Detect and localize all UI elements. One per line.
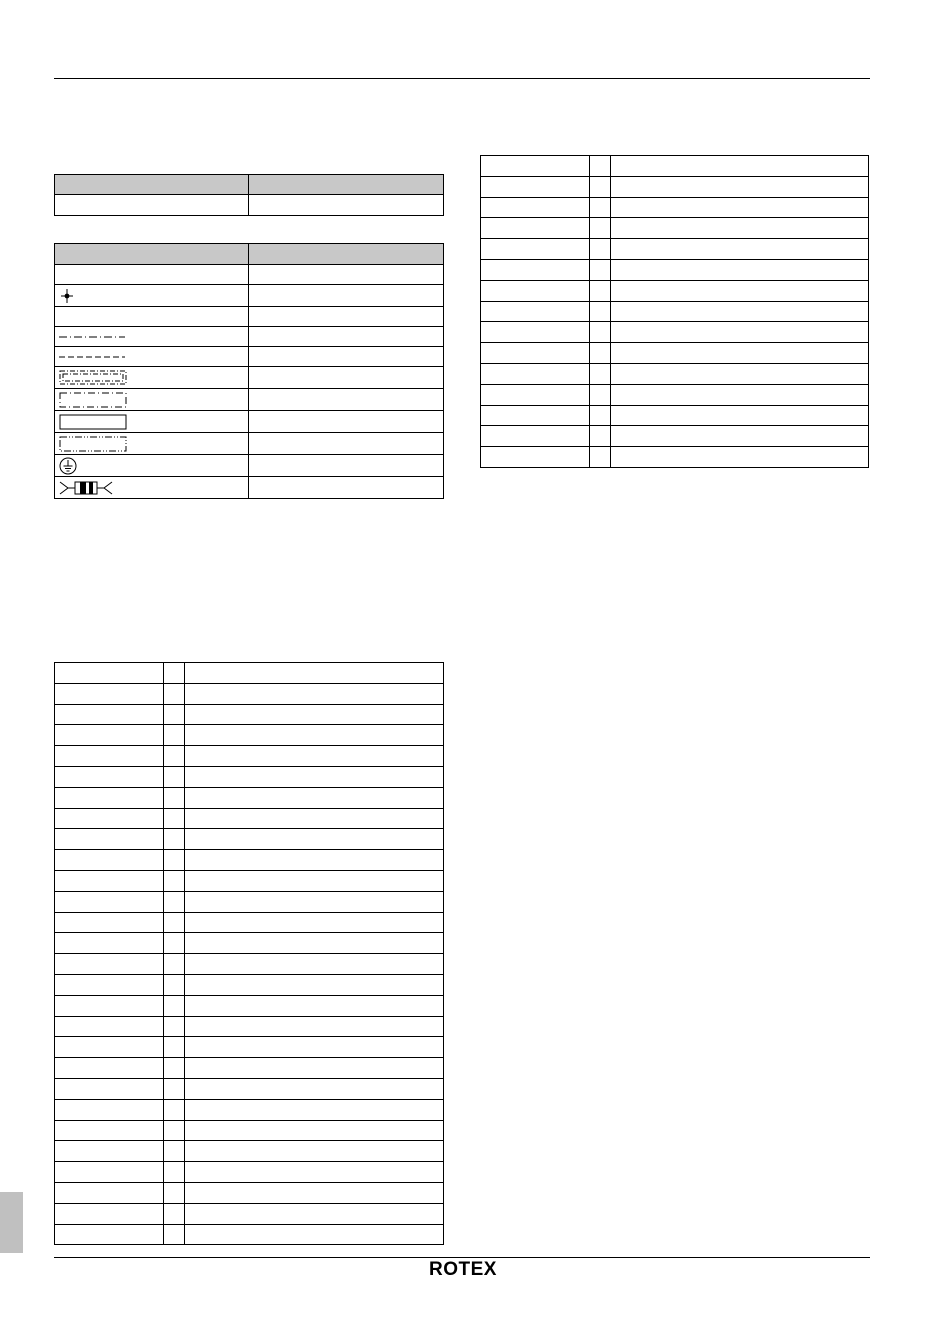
table-cell	[611, 426, 869, 447]
table-cell	[481, 218, 590, 239]
table-cell	[185, 1078, 444, 1099]
table-cell	[55, 766, 164, 787]
table-cell	[481, 259, 590, 280]
table-row	[55, 265, 444, 285]
table-row	[55, 808, 444, 829]
table-cell	[185, 1099, 444, 1120]
header-cell	[249, 244, 444, 265]
table-cell	[481, 426, 590, 447]
table-cell	[164, 1203, 185, 1224]
table-cell	[55, 663, 164, 684]
table-cell	[55, 787, 164, 808]
table-cell	[55, 808, 164, 829]
table-cell	[164, 1099, 185, 1120]
connector-icon	[59, 479, 115, 497]
table-row	[55, 995, 444, 1016]
solid-box-icon	[59, 413, 129, 431]
table-cell	[481, 301, 590, 322]
table-row	[55, 704, 444, 725]
table-cell	[55, 195, 249, 216]
table-row	[55, 1224, 444, 1245]
table-cell	[164, 1224, 185, 1245]
table-cell	[249, 285, 444, 307]
table-row	[55, 285, 444, 307]
table-row	[55, 1078, 444, 1099]
table-row	[55, 195, 444, 216]
table-row	[481, 301, 869, 322]
table-cell	[164, 725, 185, 746]
table-cell	[185, 850, 444, 871]
dash-dot-box-icon	[59, 391, 129, 409]
table-cell	[185, 933, 444, 954]
table-cell	[481, 176, 590, 197]
table-cell	[611, 301, 869, 322]
table-cell	[590, 322, 611, 343]
header-cell	[249, 175, 444, 195]
table-cell	[55, 704, 164, 725]
table-cell	[185, 1058, 444, 1079]
table-cell	[481, 197, 590, 218]
table-cell	[55, 1120, 164, 1141]
footer-rule	[54, 1257, 870, 1258]
table-row	[481, 280, 869, 301]
table-row	[481, 405, 869, 426]
table-cell	[590, 239, 611, 260]
table-row	[55, 1120, 444, 1141]
table-cell	[249, 327, 444, 347]
table-cell	[164, 683, 185, 704]
table-cell	[481, 322, 590, 343]
table-cell	[185, 725, 444, 746]
table-cell	[611, 322, 869, 343]
table-cell	[590, 301, 611, 322]
table-row	[55, 954, 444, 975]
table-row	[55, 829, 444, 850]
table-cell	[249, 411, 444, 433]
header-cell	[55, 175, 249, 195]
table-cell	[611, 343, 869, 364]
table-3	[54, 662, 444, 1245]
table-cell	[164, 995, 185, 1016]
table-row	[481, 218, 869, 239]
table-cell	[185, 808, 444, 829]
table-cell	[55, 1037, 164, 1058]
table-cell	[481, 405, 590, 426]
table-cell	[249, 433, 444, 455]
table-cell	[55, 891, 164, 912]
table-row	[55, 663, 444, 684]
table-cell	[481, 239, 590, 260]
table-cell	[611, 197, 869, 218]
table-cell	[164, 974, 185, 995]
table-cell	[164, 1078, 185, 1099]
table-cell	[185, 663, 444, 684]
table-cell	[185, 870, 444, 891]
table-cell	[164, 1058, 185, 1079]
table-cell	[590, 405, 611, 426]
table-row	[55, 1141, 444, 1162]
table-cell	[55, 1224, 164, 1245]
table-cell	[611, 239, 869, 260]
table-cell	[164, 1162, 185, 1183]
table-row	[55, 746, 444, 767]
table-cell	[611, 218, 869, 239]
table-row	[55, 1037, 444, 1058]
table-row	[481, 426, 869, 447]
table-row	[55, 974, 444, 995]
double-dashed-box-icon	[59, 369, 129, 387]
table-cell	[164, 891, 185, 912]
table-cell	[164, 1037, 185, 1058]
table-cell	[55, 1141, 164, 1162]
table-row	[481, 197, 869, 218]
table-cell	[185, 1162, 444, 1183]
table-cell	[55, 307, 249, 327]
table-cell	[185, 912, 444, 933]
table-row	[481, 363, 869, 384]
table-cell	[590, 343, 611, 364]
table-cell	[249, 389, 444, 411]
table-row	[55, 367, 444, 389]
side-tab	[0, 1192, 23, 1253]
table-cell	[185, 974, 444, 995]
table-cell	[55, 995, 164, 1016]
table-cell	[55, 1203, 164, 1224]
table-row	[55, 787, 444, 808]
table-row	[481, 447, 869, 468]
dashed-line-icon	[59, 353, 127, 361]
table-row	[481, 322, 869, 343]
table-cell	[481, 280, 590, 301]
table-cell	[164, 1120, 185, 1141]
table-cell	[185, 954, 444, 975]
table-row	[55, 455, 444, 477]
table-cell	[185, 746, 444, 767]
table-cell	[249, 265, 444, 285]
table-cell	[249, 455, 444, 477]
table-row	[55, 870, 444, 891]
table-row	[481, 384, 869, 405]
rotex-logo: ROTEX	[429, 1259, 497, 1280]
table-cell	[481, 384, 590, 405]
table-cell	[55, 974, 164, 995]
table-row	[55, 912, 444, 933]
table-row	[481, 176, 869, 197]
table-cell	[55, 433, 249, 455]
table-cell	[249, 477, 444, 499]
table-cell	[249, 347, 444, 367]
table-cell	[185, 1141, 444, 1162]
table-cell	[164, 850, 185, 871]
table-cell	[55, 725, 164, 746]
table-cell	[611, 405, 869, 426]
table-header-row	[55, 244, 444, 265]
table-cell	[55, 850, 164, 871]
table-cell	[185, 1182, 444, 1203]
table-row	[55, 389, 444, 411]
table-cell	[55, 683, 164, 704]
table-header-row	[55, 175, 444, 195]
table-cell	[185, 829, 444, 850]
table-cell	[185, 891, 444, 912]
table-row	[55, 1099, 444, 1120]
table-row	[55, 683, 444, 704]
table-cell	[590, 384, 611, 405]
table-cell	[164, 829, 185, 850]
table-cell	[164, 1141, 185, 1162]
table-cell	[55, 455, 249, 477]
table-row	[481, 343, 869, 364]
table-cell	[164, 912, 185, 933]
table-row	[55, 1016, 444, 1037]
table-cell	[164, 870, 185, 891]
table-cell	[164, 746, 185, 767]
table-cell	[55, 912, 164, 933]
symbol-legend-table	[54, 243, 444, 499]
table-cell	[185, 1016, 444, 1037]
table-cell	[55, 933, 164, 954]
table-cell	[185, 1224, 444, 1245]
table-cell	[164, 766, 185, 787]
table-cell	[55, 746, 164, 767]
table-cell	[55, 411, 249, 433]
table-cell	[55, 1162, 164, 1183]
table-cell	[55, 1016, 164, 1037]
table-row	[55, 307, 444, 327]
table-cell	[590, 197, 611, 218]
table-cell	[185, 766, 444, 787]
table-cell	[55, 389, 249, 411]
table-cell	[55, 954, 164, 975]
table-cell	[164, 933, 185, 954]
table-row	[55, 477, 444, 499]
table-row	[55, 1203, 444, 1224]
table-cell	[55, 1099, 164, 1120]
table-row	[55, 327, 444, 347]
table-cell	[164, 787, 185, 808]
table-cell	[55, 1078, 164, 1099]
table-row	[481, 156, 869, 177]
table-cell	[590, 447, 611, 468]
table-cell	[611, 176, 869, 197]
table-row	[481, 239, 869, 260]
table-cell	[55, 285, 249, 307]
table-cell	[481, 363, 590, 384]
table-cell	[611, 384, 869, 405]
table-cell	[590, 176, 611, 197]
junction-dot-icon	[59, 288, 79, 304]
table-cell	[481, 156, 590, 177]
table-cell	[611, 156, 869, 177]
table-row	[55, 933, 444, 954]
protective-earth-icon	[59, 456, 79, 476]
table-cell	[590, 156, 611, 177]
table-cell	[185, 995, 444, 1016]
table-cell	[590, 426, 611, 447]
table-cell	[481, 447, 590, 468]
table-cell	[55, 870, 164, 891]
table-cell	[590, 363, 611, 384]
table-cell	[185, 1120, 444, 1141]
table-cell	[55, 1058, 164, 1079]
table-cell	[185, 683, 444, 704]
table-cell	[590, 280, 611, 301]
table-4	[480, 155, 869, 468]
table-cell	[185, 1037, 444, 1058]
table-cell	[55, 1182, 164, 1203]
table-row	[481, 259, 869, 280]
table-cell	[55, 367, 249, 389]
table-1	[54, 174, 444, 216]
table-row	[55, 850, 444, 871]
table-cell	[164, 808, 185, 829]
table-cell	[55, 477, 249, 499]
table-row	[55, 411, 444, 433]
header-rule	[54, 78, 870, 79]
table-cell	[164, 663, 185, 684]
dash-dot-dot-box-icon	[59, 435, 129, 453]
table-cell	[185, 704, 444, 725]
table-cell	[55, 347, 249, 367]
table-cell	[164, 1016, 185, 1037]
table-cell	[611, 259, 869, 280]
table-row	[55, 766, 444, 787]
table-cell	[590, 218, 611, 239]
table-cell	[611, 363, 869, 384]
table-row	[55, 1182, 444, 1203]
table-row	[55, 891, 444, 912]
table-row	[55, 1162, 444, 1183]
table-cell	[185, 1203, 444, 1224]
table-cell	[185, 787, 444, 808]
table-cell	[611, 280, 869, 301]
table-cell	[249, 195, 444, 216]
table-row	[55, 725, 444, 746]
table-cell	[611, 447, 869, 468]
table-row	[55, 1058, 444, 1079]
table-cell	[55, 829, 164, 850]
table-cell	[249, 367, 444, 389]
dash-dot-line-icon	[59, 333, 127, 341]
table-cell	[55, 265, 249, 285]
table-cell	[481, 343, 590, 364]
table-cell	[249, 307, 444, 327]
table-cell	[164, 704, 185, 725]
table-row	[55, 347, 444, 367]
table-row	[55, 433, 444, 455]
table-cell	[590, 259, 611, 280]
table-cell	[55, 327, 249, 347]
table-cell	[164, 1182, 185, 1203]
table-cell	[164, 954, 185, 975]
header-cell	[55, 244, 249, 265]
